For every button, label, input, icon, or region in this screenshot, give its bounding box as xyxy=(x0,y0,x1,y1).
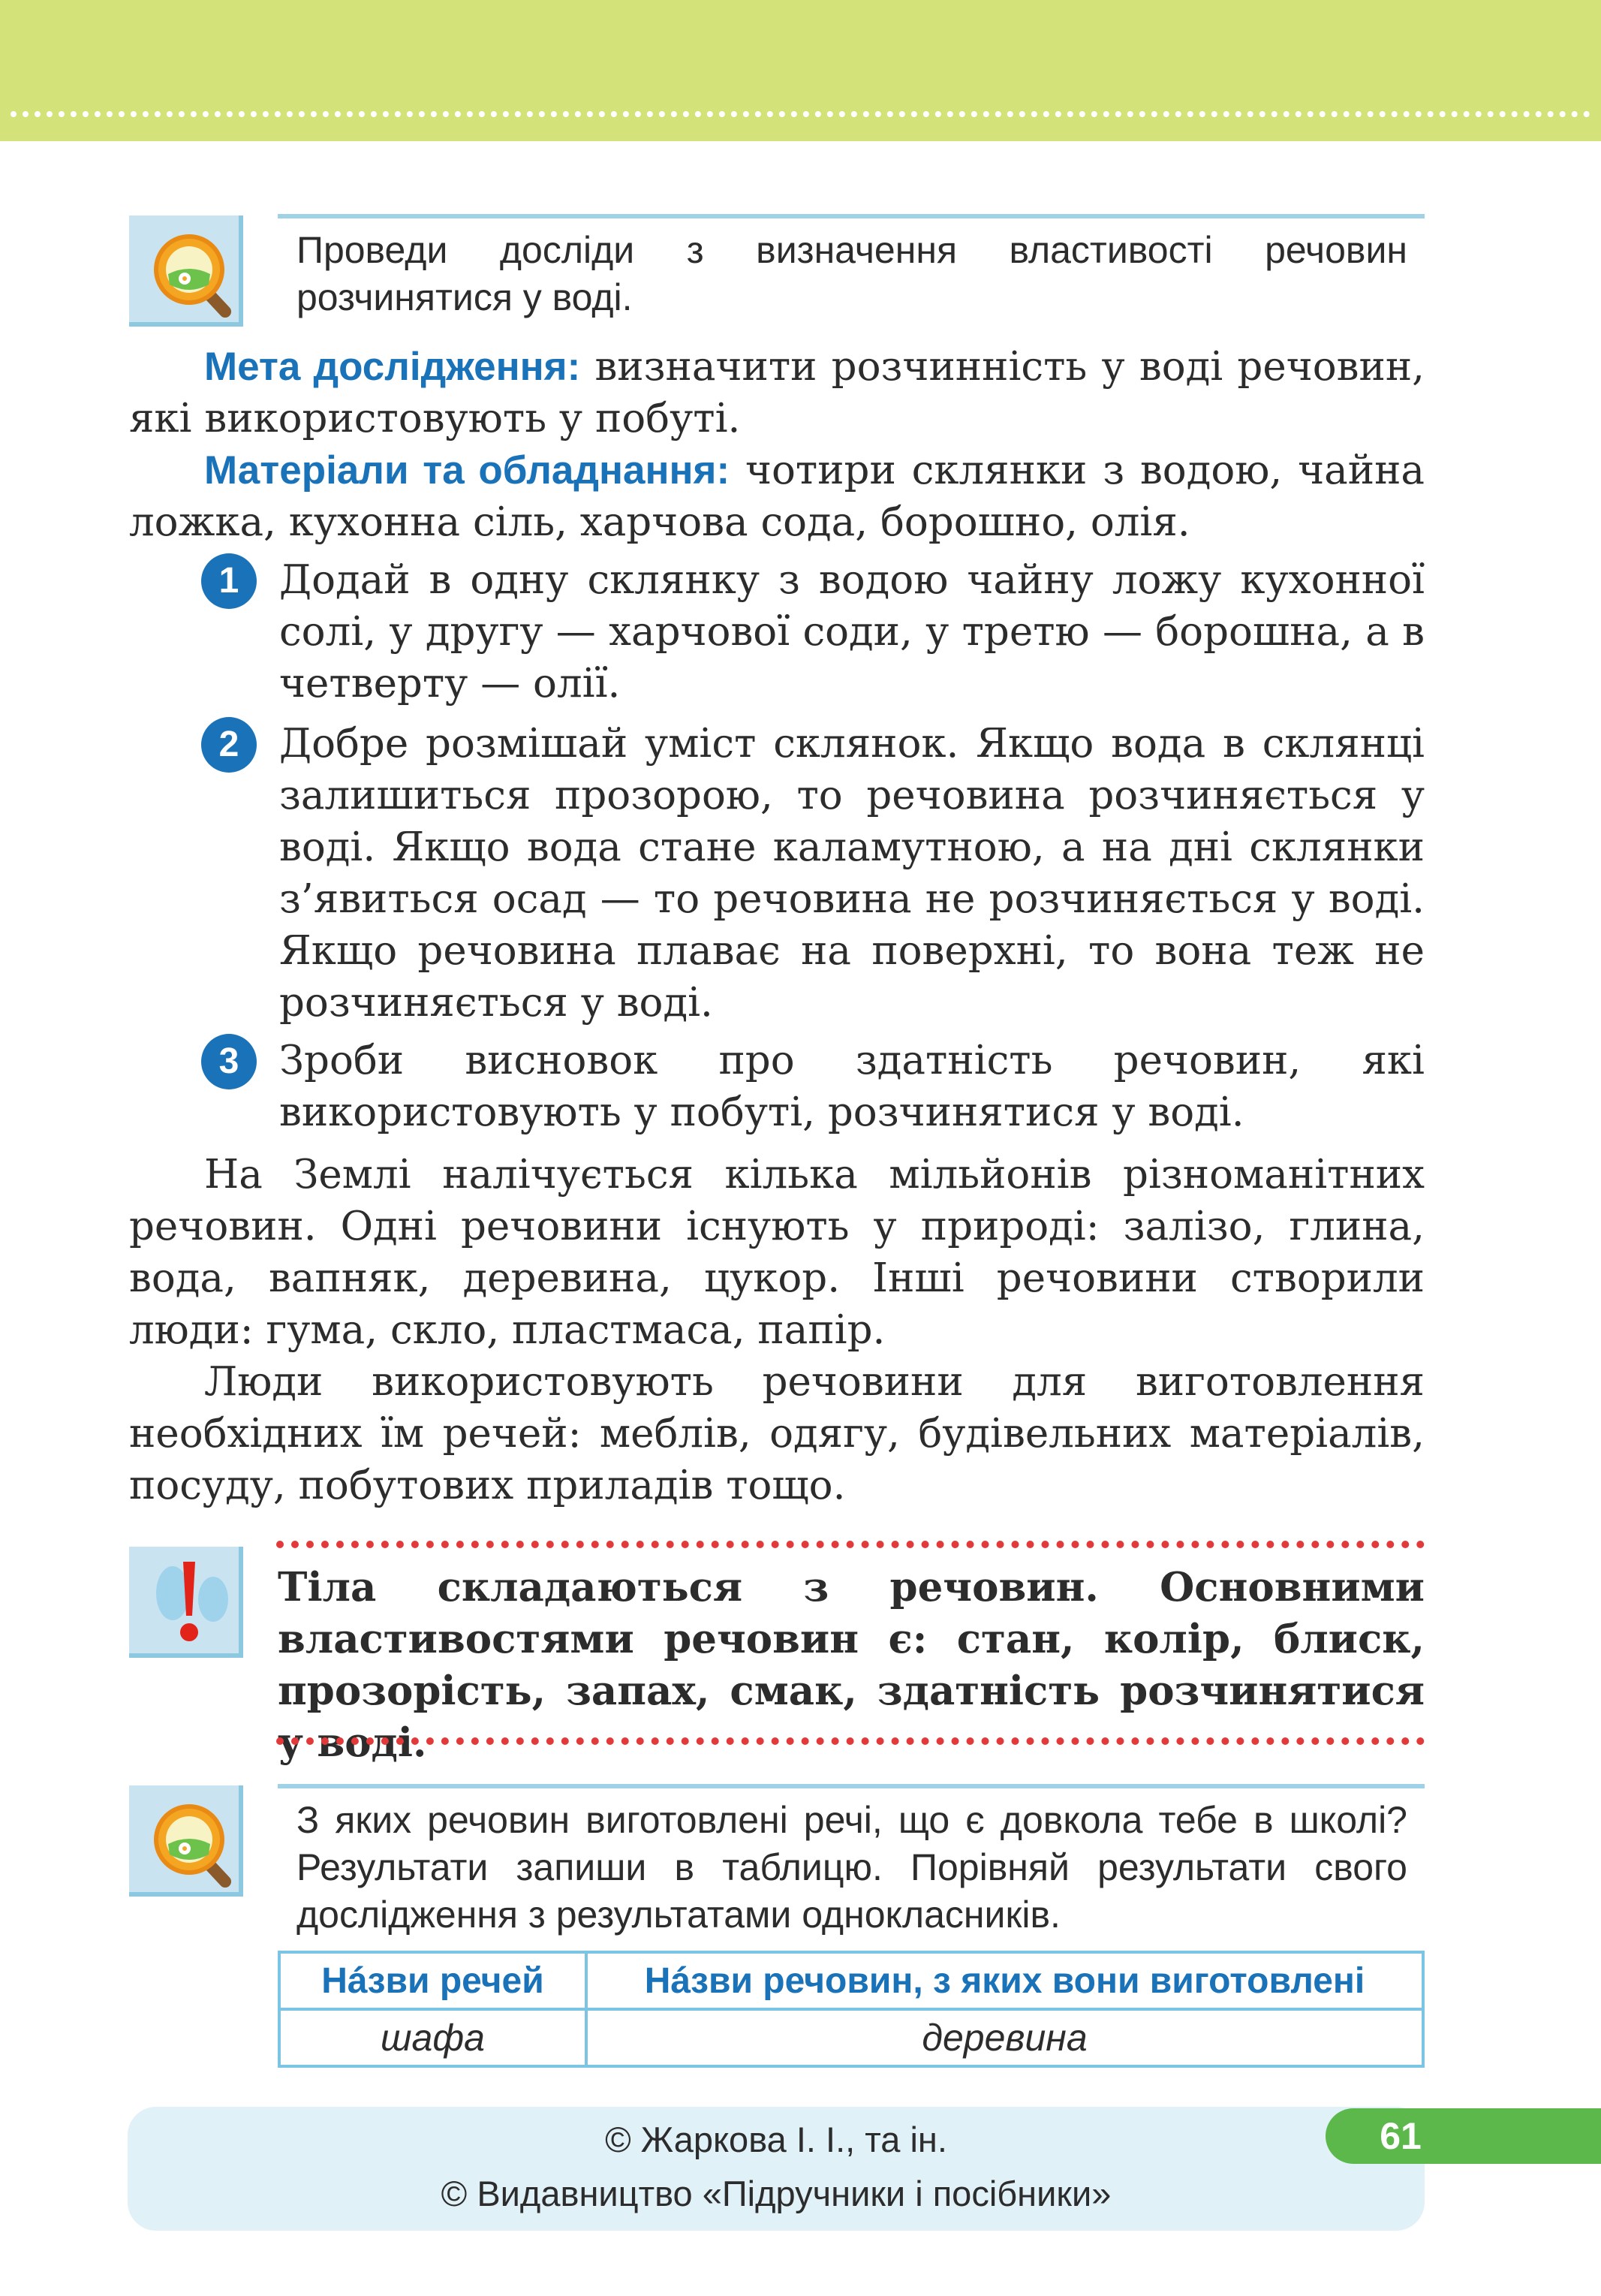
magnifier-icon xyxy=(129,215,248,327)
table-header-substances: Нáзви речовин, з яких вони виготовлені xyxy=(586,1952,1423,2009)
step-number-1: 1 xyxy=(201,553,257,609)
table-header-items: Нáзви речей xyxy=(279,1952,586,2009)
red-dotted-line-bottom xyxy=(276,1737,1425,1745)
task2-text: З яких речовин виготовлені речі, що є довкола тебе в школі? Результати запиши в таблицю. Порівняй результати свого дослідження з результатами однокласників. xyxy=(296,1799,1407,1936)
substances-table xyxy=(278,1951,1425,2068)
step-1-text: Додай в одну склянку з водою чайну ложу кухонної солі, у другу — харчової соди, у третю — борошна, а в четверту — олії. xyxy=(279,557,1425,707)
footer-copyright-publisher: © Видавництво «Підручники і посібники» xyxy=(441,2174,1112,2213)
task-rule xyxy=(278,214,1425,218)
step-number-3: 3 xyxy=(201,1034,257,1089)
table-row xyxy=(279,2009,1423,2066)
research-task-text: Проведи досліди з визначення властивості речовин розчинятися у воді. xyxy=(296,229,1407,318)
materials-paragraph xyxy=(129,444,1425,548)
footer-copyright-authors: © Жаркова І. І., та ін. xyxy=(605,2120,947,2159)
step-2-text: Добре розмішай уміст склянок. Якщо вода в склянці залишиться прозорою, то речовина розчиняється у воді. Якщо вода стане каламутною, а на дні склянки з’явиться осад — то речовина не розчиняється у воді. Якщо речовина плаває на поверхні, то вона теж не розчиняється у воді. xyxy=(279,721,1425,1026)
materials-text: чотири склянки з водою, чайна ложка, кухонна сіль, харчова сода, борошно, олія. xyxy=(129,447,1425,545)
magnifier-icon-2 xyxy=(129,1785,248,1897)
page-number: 61 xyxy=(1380,2115,1422,2157)
table-header-row xyxy=(279,1952,1423,2009)
red-dotted-line-top xyxy=(276,1541,1425,1548)
aim-paragraph xyxy=(129,341,1425,444)
step-3-text: Зроби висновок про здатність речовин, які використовують у побуті, розчинятися у воді. xyxy=(279,1038,1425,1135)
table-cell-item[interactable]: шафа xyxy=(279,2009,586,2066)
task2-rule xyxy=(278,1784,1425,1788)
table-cell-substance[interactable]: деревина xyxy=(586,2009,1423,2066)
aim-text: визначити розчинність у воді речовин, які використовують у побуті. xyxy=(129,344,1425,441)
exclamation-icon xyxy=(129,1547,248,1658)
important-text: Тіла складаються з речовин. Основними властивостями речовин є: стан, колір, блиск, прозорість, запах, смак, здатність розчинятися у воді. xyxy=(278,1564,1425,1766)
header-band xyxy=(0,0,1601,141)
materials-label: Матеріали та обладнання: xyxy=(204,448,730,493)
body-paragraph-1: На Землі налічується кілька мільйонів різноманітних речовин. Одні речовини існують у природі: залізо, глина, вода, вапняк, деревина, цукор. Інші речовини створили люди: гума, скло, пластмаса, папір. xyxy=(129,1152,1425,1353)
body-paragraph-2: Люди використовують речовини для виготовлення необхідних їм речей: меблів, одягу, будівельних матеріалів, посуду, побутових приладів тощо. xyxy=(129,1359,1425,1508)
aim-label: Мета дослідження: xyxy=(204,345,581,389)
header-dotted-line xyxy=(11,111,1590,117)
step-number-2: 2 xyxy=(201,717,257,773)
footer xyxy=(128,2107,1425,2231)
